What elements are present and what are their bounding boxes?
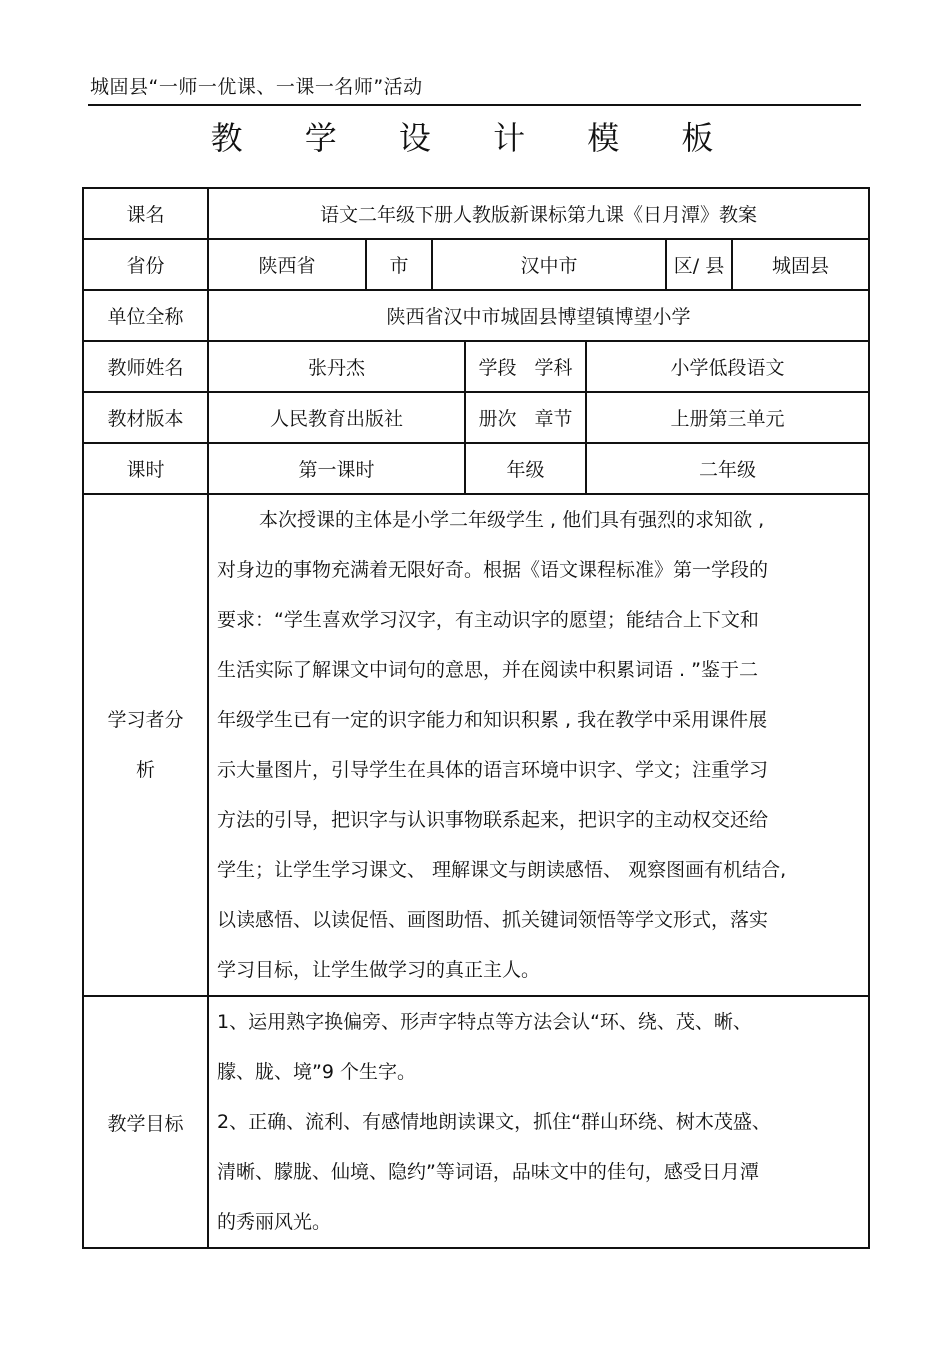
learner-label-line-1: 学习者分 [107, 709, 184, 731]
teaching-goals-line: 朦、胧、境”9 个生字。 [217, 1061, 416, 1083]
row-period [83, 443, 869, 494]
teaching-goals-line: 的秀丽风光。 [217, 1211, 332, 1233]
chapter-label: 册次 章节 [465, 392, 586, 443]
row-learner-analysis [83, 494, 869, 996]
grade-value: 二年级 [586, 443, 869, 494]
learner-label-line-2: 析 [135, 759, 155, 781]
activity-header: 城固县“一师一优课、一课一名师”活动 [90, 76, 423, 98]
subject-value: 小学低段语文 [586, 341, 869, 392]
unit-label: 单位全称 [83, 290, 208, 341]
city-label: 市 [366, 239, 432, 290]
city-value: 汉中市 [432, 239, 666, 290]
row-location [83, 239, 869, 290]
teaching-goals-line: 清晰、朦胧、仙境、隐约”等词语，品味文中的佳句，感受日月潭 [217, 1161, 759, 1183]
row-teaching-goals [83, 996, 869, 1248]
province-value: 陕西省 [208, 239, 366, 290]
period-label: 课时 [83, 443, 208, 494]
learner-analysis-label [83, 494, 208, 996]
subject-label: 学段 学科 [465, 341, 586, 392]
learner-analysis-line: 本次授课的主体是小学二年级学生 , 他们具有强烈的求知欲 , [259, 509, 765, 531]
county-name: 城固县 [772, 255, 830, 277]
row-unit [83, 290, 869, 341]
row-teacher [83, 341, 869, 392]
unit-value: 陕西省汉中市城固县博望镇博望小学 [208, 290, 869, 341]
lesson-plan-table [82, 187, 870, 1249]
learner-analysis-text [208, 494, 869, 996]
learner-analysis-line: 年级学生已有一定的识字能力和知识积累 , 我在教学中采用课件展 [217, 709, 768, 731]
teacher-value: 张丹杰 [208, 341, 465, 392]
learner-analysis-line: 要求：“学生喜欢学习汉字，有主动识字的愿望；能结合上下文和 [217, 609, 759, 631]
teaching-goals-line: 2、正确、流利、有感情地朗读课文，抓住“群山环绕、树木茂盛、 [217, 1111, 771, 1133]
chapter-value: 上册第三单元 [586, 392, 869, 443]
teaching-goals-line: 1、运用熟字换偏旁、形声字特点等方法会认“环、绕、茂、晰、 [217, 1011, 752, 1033]
course-label: 课名 [83, 188, 208, 239]
learner-analysis-line: 以读感悟、以读促悟、画图助悟、抓关键词领悟等学文形式，落实 [217, 909, 769, 931]
teacher-label: 教师姓名 [83, 341, 208, 392]
province-label: 省份 [83, 239, 208, 290]
learner-analysis-line: 生活实际了解课文中词句的意思，并在阅读中积累词语 . ”鉴于二 [217, 659, 758, 681]
teaching-goals-text [208, 996, 869, 1248]
learner-analysis-line: 学习目标，让学生做学习的真正主人。 [217, 959, 541, 981]
header-divider [88, 104, 861, 106]
textbook-value: 人民教育出版社 [208, 392, 465, 443]
learner-analysis-line: 方法的引导，把识字与认识事物联系起来，把识字的主动权交还给 [217, 809, 769, 831]
period-value: 第一课时 [208, 443, 465, 494]
learner-analysis-line: 对身边的事物充满着无限好奇。根据《语文课程标准》第一学段的 [217, 559, 769, 581]
course-value: 语文二年级下册人教版新课标第九课《日月潭》教案 [208, 188, 869, 239]
grade-label: 年级 [465, 443, 586, 494]
teaching-goals-label: 教学目标 [83, 996, 208, 1248]
county-label: 区/ 县 [667, 240, 733, 289]
county-value [666, 239, 869, 290]
learner-analysis-line: 学生；让学生学习课文、 理解课文与朗读感悟、 观察图画有机结合, [217, 859, 787, 881]
page-title: 教 学 设 计 模 板 [210, 119, 740, 157]
row-course [83, 188, 869, 239]
textbook-label: 教材版本 [83, 392, 208, 443]
row-textbook [83, 392, 869, 443]
learner-analysis-line: 示大量图片，引导学生在具体的语言环境中识字、学文；注重学习 [217, 759, 769, 781]
